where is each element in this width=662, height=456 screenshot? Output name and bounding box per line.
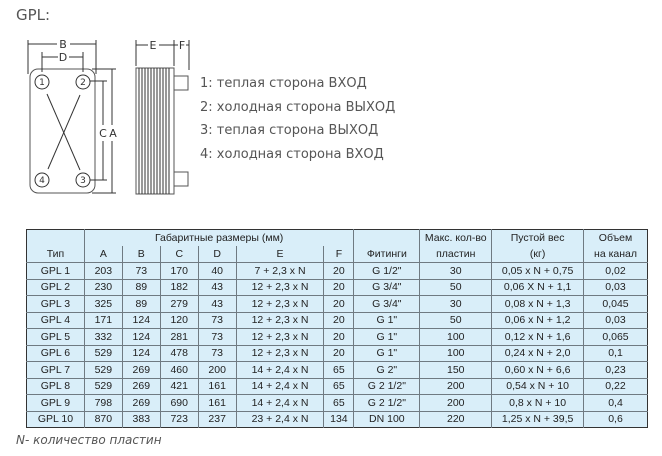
table-cell: 65 <box>324 362 354 379</box>
dim-e-label: E <box>149 39 157 52</box>
table-cell: 134 <box>324 411 354 428</box>
table-cell: 73 <box>198 312 236 329</box>
col-header-d: D <box>198 246 236 263</box>
table-cell: 529 <box>84 378 122 395</box>
table-cell: 1,25 x N + 39,5 <box>492 411 584 428</box>
table-cell: 124 <box>122 312 160 329</box>
table-cell: 421 <box>160 378 198 395</box>
table-cell: GPL 9 <box>27 395 85 412</box>
dim-b-label: B <box>59 38 67 51</box>
col-header-b: B <box>122 246 160 263</box>
table-cell: 43 <box>198 296 236 313</box>
table-row <box>27 395 648 412</box>
table-cell: 529 <box>84 345 122 362</box>
table-cell: 171 <box>84 312 122 329</box>
table-cell: G 2" <box>354 362 420 379</box>
table-cell: 30 <box>420 296 492 313</box>
table-cell: 200 <box>420 378 492 395</box>
table-cell: 0,06 x N + 1,2 <box>492 312 584 329</box>
table-cell: 161 <box>198 395 236 412</box>
table-cell: 30 <box>420 263 492 280</box>
table-row <box>27 362 648 379</box>
table-cell: 20 <box>324 345 354 362</box>
table-cell: 7 + 2,3 x N <box>236 263 324 280</box>
port-3-label: 3 <box>80 176 86 186</box>
table-cell: 65 <box>324 395 354 412</box>
table-cell: G 1" <box>354 329 420 346</box>
table-cell: 478 <box>160 345 198 362</box>
table-cell: 0,6 <box>584 411 648 428</box>
table-cell: 0,05 x N + 0,75 <box>492 263 584 280</box>
table-cell: GPL 7 <box>27 362 85 379</box>
table-cell: 100 <box>420 345 492 362</box>
col-header-weight-1: Пустой вес <box>492 230 584 247</box>
col-header-f: F <box>324 246 354 263</box>
table-row <box>27 378 648 395</box>
table-cell: 89 <box>122 279 160 296</box>
table-cell: 73 <box>122 263 160 280</box>
table-cell: 20 <box>324 263 354 280</box>
table-cell: GPL 6 <box>27 345 85 362</box>
table-cell: 690 <box>160 395 198 412</box>
table-cell: 170 <box>160 263 198 280</box>
table-cell: 0,02 <box>584 263 648 280</box>
table-cell: GPL 10 <box>27 411 85 428</box>
table-cell: 529 <box>84 362 122 379</box>
table-cell: 65 <box>324 378 354 395</box>
table-cell: G 1" <box>354 345 420 362</box>
table-cell: 12 + 2,3 x N <box>236 345 324 362</box>
table-cell: 870 <box>84 411 122 428</box>
footnote: N- количество пластин <box>16 433 162 447</box>
table-row <box>27 312 648 329</box>
dim-d-label: D <box>58 51 68 64</box>
table-cell: 14 + 2,4 x N <box>236 362 324 379</box>
col-header-max-plates-2: пластин <box>420 246 492 263</box>
col-header-volume-1: Объем <box>584 230 648 247</box>
table-cell: 150 <box>420 362 492 379</box>
table-cell: 0,23 <box>584 362 648 379</box>
table-cell: 73 <box>198 345 236 362</box>
table-cell: G 3/4" <box>354 296 420 313</box>
port-4-label: 4 <box>39 176 45 186</box>
col-header-weight-2: (кг) <box>492 246 584 263</box>
port-1-label: 1 <box>39 78 45 88</box>
table-cell: G 1" <box>354 312 420 329</box>
dim-a-label: A <box>109 127 117 140</box>
table-cell: 12 + 2,3 x N <box>236 279 324 296</box>
table-cell: 269 <box>122 362 160 379</box>
col-header-a: A <box>84 246 122 263</box>
table-cell: 120 <box>160 312 198 329</box>
legend-item: 2: холодная сторона ВЫХОД <box>200 99 396 115</box>
port-legend <box>200 72 395 166</box>
table-cell: 0,24 x N + 2,0 <box>492 345 584 362</box>
table-cell: 20 <box>324 296 354 313</box>
table-cell: 0,03 <box>584 279 648 296</box>
table-row <box>27 329 648 346</box>
table-cell: DN 100 <box>354 411 420 428</box>
table-cell: 14 + 2,4 x N <box>236 395 324 412</box>
table-cell: 0,4 <box>584 395 648 412</box>
col-header-type: Тип <box>46 248 65 260</box>
table-cell: 50 <box>420 312 492 329</box>
table-cell: 12 + 2,3 x N <box>236 296 324 313</box>
table-cell: 460 <box>160 362 198 379</box>
table-cell: 0,60 x N + 6,6 <box>492 362 584 379</box>
table-cell: 279 <box>160 296 198 313</box>
table-cell: 124 <box>122 345 160 362</box>
table-cell: GPL 1 <box>27 263 85 280</box>
col-header-max-plates-1: Макс. кол-во <box>420 230 492 247</box>
col-header-e: E <box>236 246 324 263</box>
table-cell: 124 <box>122 329 160 346</box>
table-cell: GPL 8 <box>27 378 85 395</box>
table-cell: 0,8 x N + 10 <box>492 395 584 412</box>
table-cell: 723 <box>160 411 198 428</box>
port-2-label: 2 <box>80 78 86 88</box>
table-cell: 12 + 2,3 x N <box>236 329 324 346</box>
table-cell: 0,12 x N + 1,6 <box>492 329 584 346</box>
table-cell: 14 + 2,4 x N <box>236 378 324 395</box>
table-cell: 332 <box>84 329 122 346</box>
table-cell: 161 <box>198 378 236 395</box>
table-cell: 220 <box>420 411 492 428</box>
table-cell: G 1/2" <box>354 263 420 280</box>
table-cell: 23 + 2,4 x N <box>236 411 324 428</box>
table-cell: 203 <box>84 263 122 280</box>
table-cell: 383 <box>122 411 160 428</box>
legend-item: 4: холодная сторона ВХОД <box>200 146 384 162</box>
dim-c-label: C <box>99 127 107 140</box>
table-cell: G 2 1/2" <box>354 378 420 395</box>
col-header-fittings: Фитинги <box>354 230 420 263</box>
table-cell: GPL 3 <box>27 296 85 313</box>
table-cell: G 3/4" <box>354 279 420 296</box>
table-cell: 182 <box>160 279 198 296</box>
table-cell: 40 <box>198 263 236 280</box>
heat-exchanger-diagram <box>0 0 200 200</box>
table-cell: 200 <box>198 362 236 379</box>
table-cell: 237 <box>198 411 236 428</box>
table-cell: 0,06 X N + 1,1 <box>492 279 584 296</box>
table-cell: 20 <box>324 279 354 296</box>
col-header-volume-2: на канал <box>584 246 648 263</box>
table-row <box>27 296 648 313</box>
table-cell: 269 <box>122 395 160 412</box>
table-cell: 73 <box>198 329 236 346</box>
col-header-c: C <box>160 246 198 263</box>
table-cell: 0,08 x N + 1,3 <box>492 296 584 313</box>
table-row <box>27 345 648 362</box>
table-cell: GPL 4 <box>27 312 85 329</box>
table-cell: 100 <box>420 329 492 346</box>
table-row <box>27 279 648 296</box>
table-cell: 89 <box>122 296 160 313</box>
table-cell: 0,54 x N + 10 <box>492 378 584 395</box>
table-cell: G 2 1/2" <box>354 395 420 412</box>
table-row <box>27 411 648 428</box>
table-cell: 0,03 <box>584 312 648 329</box>
legend-item: 1: теплая сторона ВХОД <box>200 76 367 91</box>
table-cell: 269 <box>122 378 160 395</box>
table-cell: 281 <box>160 329 198 346</box>
table-cell: 0,1 <box>584 345 648 362</box>
legend-item: 3: теплая сторона ВЫХОД <box>200 123 379 138</box>
table-cell: GPL 2 <box>27 279 85 296</box>
table-row <box>27 263 648 280</box>
table-cell: 0,22 <box>584 378 648 395</box>
page-title: GPL: <box>16 6 51 24</box>
table-cell: 43 <box>198 279 236 296</box>
table-cell: 50 <box>420 279 492 296</box>
table-cell: 325 <box>84 296 122 313</box>
col-header-dimensions: Габаритные размеры (мм) <box>84 230 353 247</box>
table-cell: 20 <box>324 329 354 346</box>
table-cell: GPL 5 <box>27 329 85 346</box>
table-cell: 0,065 <box>584 329 648 346</box>
table-cell: 0,045 <box>584 296 648 313</box>
table-cell: 12 + 2,3 x N <box>236 312 324 329</box>
table-cell: 798 <box>84 395 122 412</box>
table-cell: 230 <box>84 279 122 296</box>
table-cell: 200 <box>420 395 492 412</box>
table-cell: 20 <box>324 312 354 329</box>
spec-table <box>26 229 648 428</box>
dim-f-label: F <box>178 39 186 52</box>
